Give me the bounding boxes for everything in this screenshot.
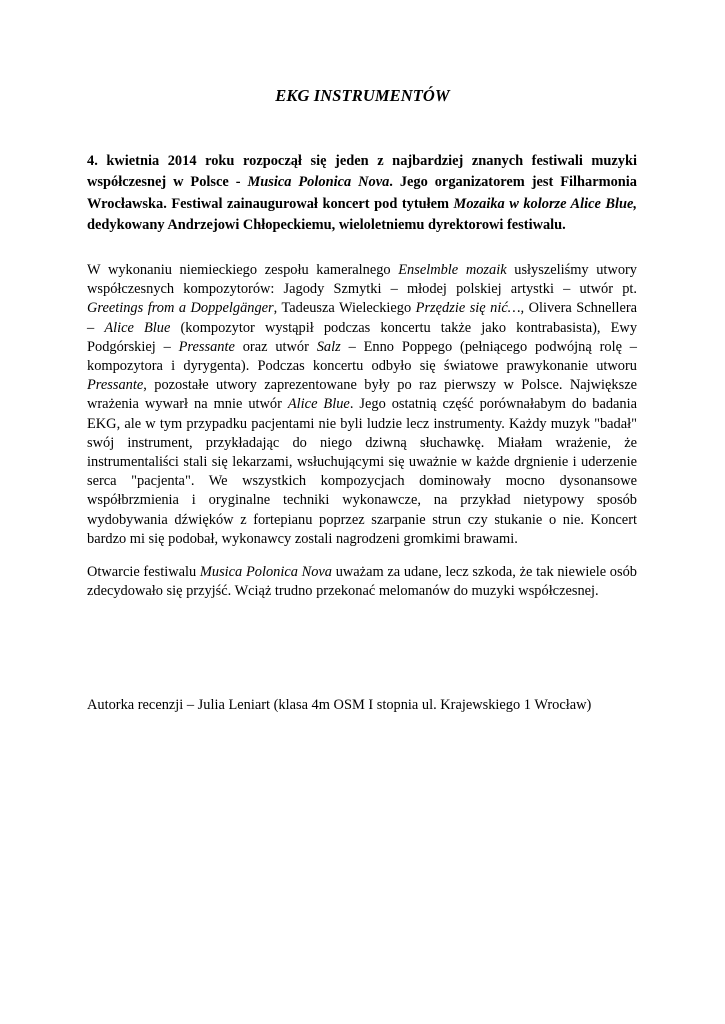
text-run: , pozostałe utwory zaprezentowane były po raz pierwszy w Polsce. Największe wrażenia wywarł na mnie utwór <box>87 377 637 413</box>
text-run: . Jego organizatorem jest Filharmonia Wrocławska. Festiwal zainaugurował koncert pod tytułem <box>87 174 638 212</box>
review-paragraph-2 <box>87 563 637 601</box>
italic-title-run: Alice Blue <box>287 396 350 413</box>
text-run: , Tadeusza Wieleckiego <box>273 300 416 317</box>
italic-title-run: Pressante <box>178 338 235 355</box>
italic-title-run: Przędzie się nić…, <box>415 300 525 317</box>
text-run: W wykonaniu niemieckiego zespołu kameralnego <box>87 262 399 278</box>
text-run: (kompozytor wystąpił podczas koncertu także jako kontrabasista), Ewy Podgórskiej – <box>87 319 638 355</box>
author-line: Autorka recenzji – Julia Leniart (klasa 4m OSM I stopnia ul. Krajewskiego 1 Wrocław) <box>87 697 592 713</box>
review-paragraph-1 <box>87 261 637 549</box>
lead-paragraph <box>87 151 637 236</box>
text-run: 4. kwietnia 2014 roku rozpoczął się jeden z najbardziej znanych festiwali muzyki współczesnej w Polsce - <box>87 153 637 191</box>
page-title: EKG INSTRUMENTÓW <box>275 86 450 105</box>
italic-title-run: Greetings from a Doppelgänger <box>87 300 274 317</box>
italic-title-run: Musica Polonica Nova <box>247 174 390 191</box>
italic-title-run: Musica Polonica Nova <box>199 564 332 580</box>
text-run: – Enno Poppego (pełniącego podwójną rolę – kompozytora i dyrygenta). Podczas koncertu odbyło się światowe prawykonanie utworu <box>87 338 637 375</box>
italic-title-run: Salz <box>316 338 341 355</box>
italic-title-run: Mozaika w kolorze Alice Blue, <box>453 195 637 212</box>
text-run: Olivera Schnellera – <box>87 300 638 336</box>
text-run: Otwarcie festiwalu <box>87 564 200 580</box>
text-run: oraz utwór <box>234 338 317 355</box>
italic-title-run: Alice Blue <box>104 319 171 336</box>
italic-title-run: Enselmble mozaik <box>398 262 507 278</box>
text-run: uważam za udane, lecz szkoda, że tak niewiele osób zdecydowało się przyjść. Wciąż trudno przekonać melomanów do muzyki współczesnej. <box>87 564 637 600</box>
text-run: dedykowany Andrzejowi Chłopeckiemu, wieloletniemu dyrektorowi festiwalu. <box>87 216 566 233</box>
text-run: . Jego ostatnią część porównałabym do badania EKG, ale w tym przypadku pacjentami nie byli ludzie lecz instrumenty. Każdy muzyk "badał" swój instrument, przykładając do niego dziwną słuchawkę. Miałam wrażenie, że instrumentaliści stali się lekarzami, wsłuchującymi się uważnie w każde drgnienie i uderzenie serca "pacjenta". We wszystkich kompozycjach dominowały mocno dysonansowe współbrzmienia i oryginalne techniki wykonawcze, na przykład nietypowy sposób wydobywania dźwięków z fortepianu poprzez szarpanie strun czy stukanie o nie. Koncert bardzo mi się podobał, wykonawcy zostali nagrodzeni gromkimi brawami. <box>87 396 638 547</box>
text-run: usłyszeliśmy utwory współczesnych kompozytorów: Jagody Szmytki – młodej polskiej artystki – utwór pt. <box>87 262 637 298</box>
italic-title-run: Pressante <box>87 377 144 394</box>
